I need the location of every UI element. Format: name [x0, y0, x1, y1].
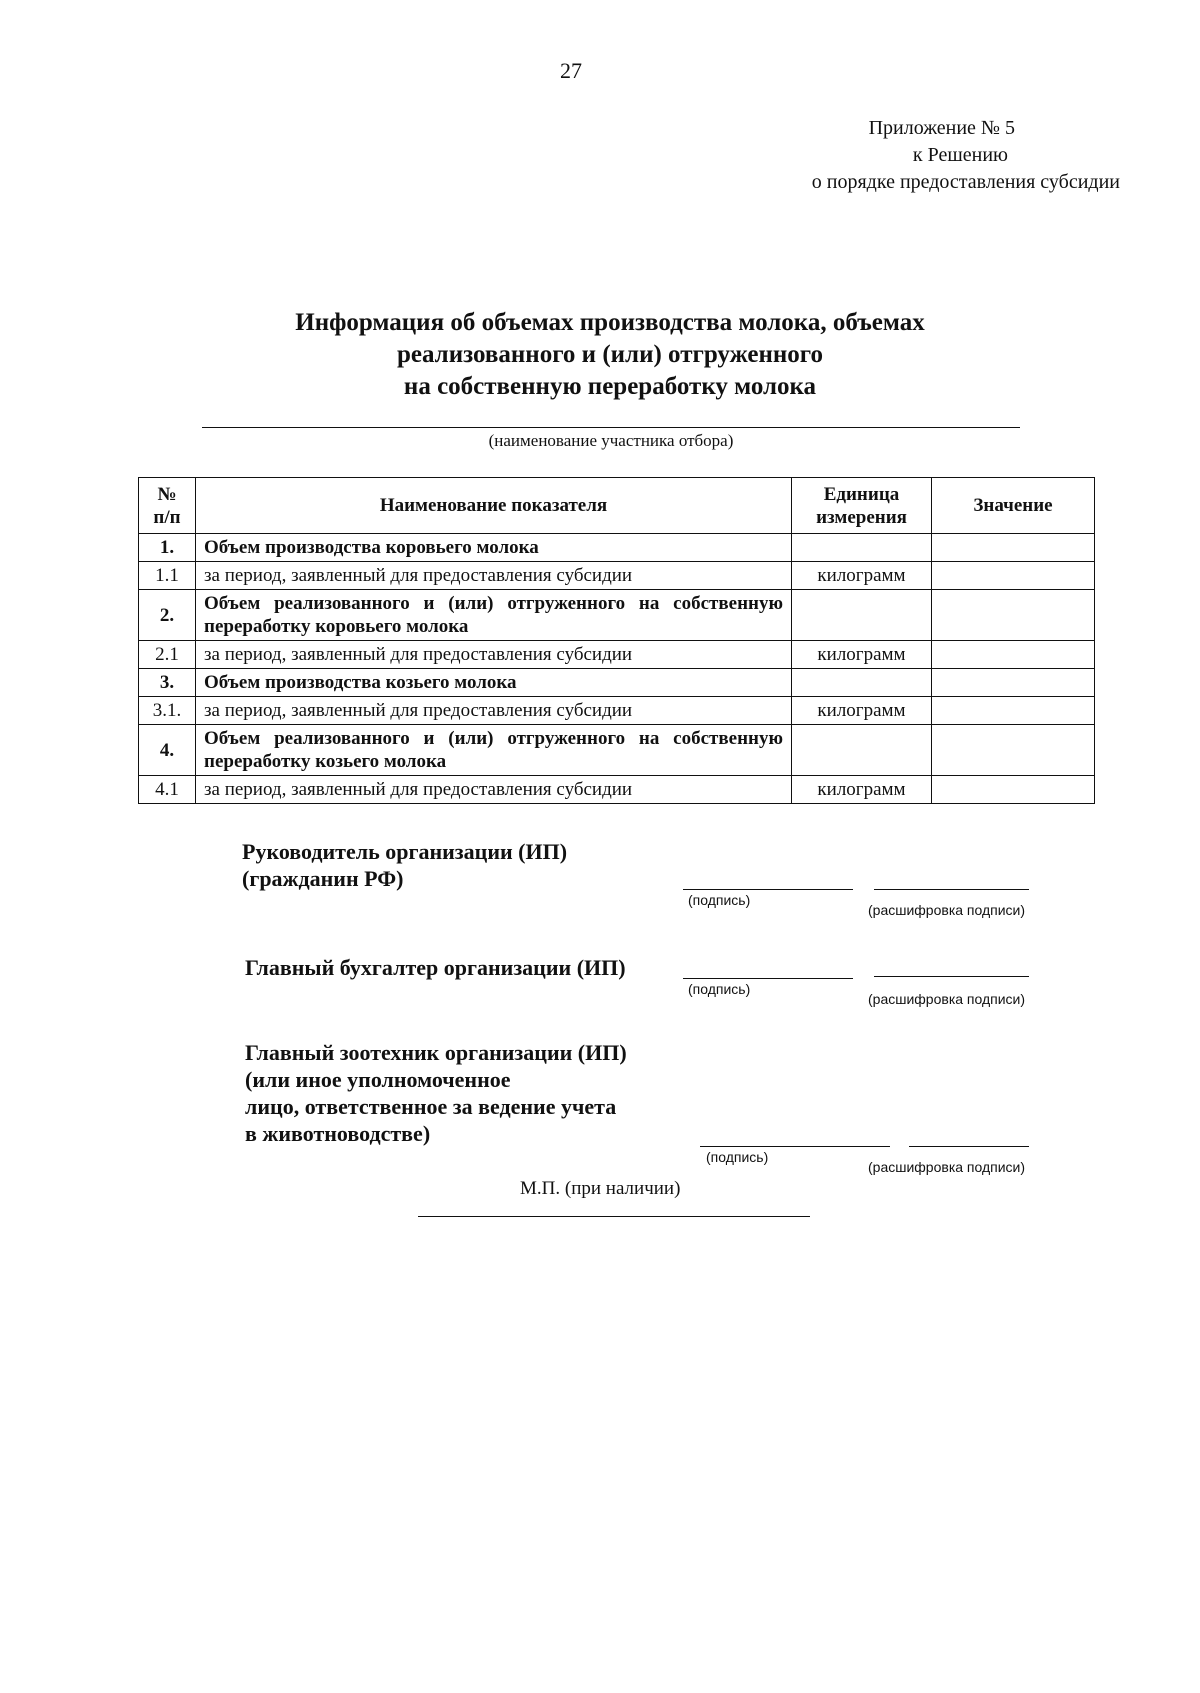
table-row [139, 534, 1095, 562]
zootechnician-label-line-3: лицо, ответственное за ведение учета [245, 1094, 617, 1119]
header-unit: Единица измерения [792, 478, 932, 534]
row-num: 2.1 [139, 641, 196, 669]
head-decoding-line[interactable] [874, 889, 1029, 890]
table-row [139, 776, 1095, 804]
zootechnician-label-line-1: Главный зоотехник организации (ИП) [245, 1040, 627, 1065]
row-unit [792, 725, 932, 776]
table-row [139, 669, 1095, 697]
accountant-decoding-line[interactable] [874, 976, 1029, 977]
row-name: за период, заявленный для предоставления субсидии [196, 697, 792, 725]
title-line-1: Информация об объемах производства молока, объемах [295, 309, 925, 336]
page-number: 27 [560, 58, 582, 83]
row-unit [792, 534, 932, 562]
row-value-cell[interactable] [932, 562, 1095, 590]
row-name: Объем реализованного и (или) отгруженного на собственную переработку коровьего молока [196, 590, 792, 641]
row-unit [792, 669, 932, 697]
head-label-line-1: Руководитель организации (ИП) [242, 839, 568, 864]
zootechnician-signature-caption: (подпись) [706, 1149, 769, 1165]
row-name: Объем производства коровьего молока [196, 534, 792, 562]
table-row [139, 641, 1095, 669]
stamp-line [418, 1216, 810, 1217]
row-name: Объем производства козьего молока [196, 669, 792, 697]
accountant-signature-caption: (подпись) [688, 981, 751, 997]
header-value: Значение [932, 478, 1095, 534]
table-header-row [139, 478, 1095, 534]
zootechnician-decoding-caption: (расшифровка подписи) [868, 1159, 1026, 1175]
row-unit: килограмм [792, 562, 932, 590]
row-value-cell[interactable] [932, 697, 1095, 725]
zootechnician-signature-line[interactable] [700, 1146, 890, 1147]
document-title [180, 307, 1040, 403]
row-unit [792, 590, 932, 641]
head-label-line-2: (гражданин РФ) [242, 866, 404, 891]
row-num: 3.1. [139, 697, 196, 725]
table-row [139, 697, 1095, 725]
table-row [139, 725, 1095, 776]
table-row [139, 562, 1095, 590]
accountant-label-line-1: Главный бухгалтер организации (ИП) [245, 955, 626, 980]
row-value-cell[interactable] [932, 534, 1095, 562]
title-line-2: реализованного и (или) отгруженного [396, 341, 824, 368]
row-unit: килограмм [792, 776, 932, 804]
row-num: 1. [139, 534, 196, 562]
row-num: 4.1 [139, 776, 196, 804]
stamp-caption: М.П. (при наличии) [520, 1178, 681, 1199]
title-line-3: на собственную переработку молока [403, 373, 817, 400]
row-name: за период, заявленный для предоставления субсидии [196, 776, 792, 804]
head-signature-line[interactable] [683, 889, 853, 890]
head-signatory-label [242, 838, 567, 892]
appendix-line-2: к Решению [912, 144, 1008, 166]
header-name: Наименование показателя [196, 478, 792, 534]
appendix-reference [700, 115, 1120, 196]
row-unit: килограмм [792, 641, 932, 669]
zootechnician-signatory-label [245, 1039, 627, 1147]
accountant-decoding-caption: (расшифровка подписи) [868, 991, 1026, 1007]
appendix-line-3: о порядке предоставления субсидии [811, 171, 1120, 193]
row-num: 1.1 [139, 562, 196, 590]
header-num: № п/п [139, 478, 196, 534]
row-value-cell[interactable] [932, 725, 1095, 776]
row-value-cell[interactable] [932, 641, 1095, 669]
head-signature-caption: (подпись) [688, 892, 751, 908]
appendix-line-1: Приложение № 5 [868, 117, 1015, 139]
accountant-signatory-label [245, 954, 626, 981]
row-value-cell[interactable] [932, 590, 1095, 641]
zootechnician-label-line-2: (или иное уполномоченное [245, 1067, 511, 1092]
indicators-table [138, 477, 1095, 804]
head-decoding-caption: (расшифровка подписи) [868, 902, 1026, 918]
row-num: 3. [139, 669, 196, 697]
accountant-signature-line[interactable] [683, 978, 853, 979]
row-num: 4. [139, 725, 196, 776]
row-name: за период, заявленный для предоставления субсидии [196, 562, 792, 590]
zootechnician-decoding-line[interactable] [909, 1146, 1029, 1147]
row-unit: килограмм [792, 697, 932, 725]
row-num: 2. [139, 590, 196, 641]
participant-name-caption: (наименование участника отбора) [488, 431, 734, 450]
row-name: за период, заявленный для предоставления субсидии [196, 641, 792, 669]
zootechnician-label-line-4: в животноводстве) [245, 1121, 431, 1146]
participant-name-line[interactable] [202, 427, 1020, 428]
row-value-cell[interactable] [932, 669, 1095, 697]
row-name: Объем реализованного и (или) отгруженного на собственную переработку козьего молока [196, 725, 792, 776]
table-row [139, 590, 1095, 641]
row-value-cell[interactable] [932, 776, 1095, 804]
